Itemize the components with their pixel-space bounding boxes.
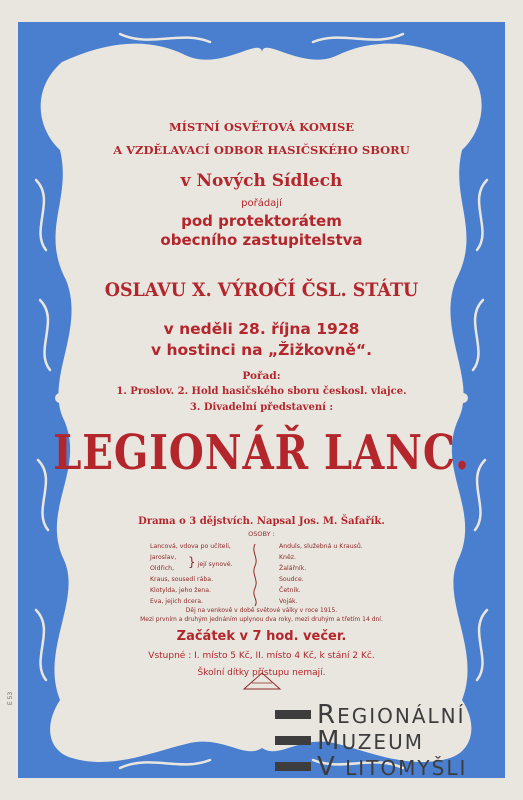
cast-left-name: Jaroslav, (150, 554, 177, 561)
children-note: Školní dítky přístupu nemají. (197, 668, 326, 678)
patronage-line-2: obecního zastupitelstva (160, 231, 363, 249)
cast-left-name: Klotylda, jeho žena. (150, 587, 211, 594)
cast-left-column (150, 541, 231, 607)
place-line: v Nových Sídlech (180, 171, 343, 191)
drama-line: Drama o 3 dějstvích. Napsal Jos. M. Šafařík. (138, 516, 385, 527)
cast-right-name: Voják. (279, 598, 298, 605)
program-heading: Pořad: (242, 370, 281, 382)
watermark-line-3: V LITOMYŠLI (317, 752, 468, 782)
program-line-2: 3. Divadelní představení : (189, 402, 334, 413)
play-title: LEGIONÁŘ LANC. (53, 425, 470, 481)
archive-side-mark: E 53 (7, 691, 15, 706)
cast-right-name: Soudce. (279, 576, 304, 583)
watermark-line-1: REGIONÁLNÍ (317, 700, 466, 730)
cast-divider-ornament (249, 542, 261, 608)
watermark-bar (275, 762, 311, 771)
date-line: v neděli 28. října 1928 (163, 320, 360, 338)
cast-right-name: Anduls, služebná u Krausů. (279, 543, 363, 550)
cast-left-name: Kraus, sousedí rába. (150, 576, 214, 583)
watermark-line-2: MUZEUM (317, 726, 424, 756)
watermark-bar (275, 736, 311, 745)
organize-line: pořádají (241, 198, 282, 209)
header-line-2: A VZDĚLAVACÍ ODBOR HASIČSKÉHO SBORU (113, 143, 410, 157)
watermark-bar (275, 710, 311, 719)
cast-right-name: Žalářník. (279, 565, 307, 572)
cast-left-name: Eva, jejich dcera. (150, 598, 203, 605)
cast-right-name: Kněz. (279, 554, 297, 561)
museum-watermark (303, 700, 503, 780)
cast-heading: OSOBY : (248, 530, 275, 538)
celebration-title: OSLAVU X. VÝROČÍ ČSL. STÁTU (104, 279, 419, 301)
cast-left-name: Oldřich, (150, 565, 175, 572)
start-time-line: Začátek v 7 hod. večer. (176, 629, 347, 644)
venue-line: v hostinci na „Žižkovně“. (151, 341, 372, 359)
cast-sons-label: její synové. (197, 561, 233, 568)
cast-left-name: Lancová, vdova po učiteli, (150, 543, 231, 550)
blue-frame-border (18, 22, 505, 778)
header-line-1: MÍSTNÍ OSVĚTOVÁ KOMISE (168, 120, 355, 134)
brace-glyph: } (188, 555, 196, 569)
patronage-line-1: pod protektorátem (181, 212, 342, 230)
cast-sons-brace (188, 557, 233, 570)
program-line-1: 1. Proslov. 2. Hold hasičského sboru českosl. vlajce. (116, 386, 407, 397)
cast-right-column (279, 541, 363, 607)
setting-line-1: Děj na venkově v době světové války v roce 1915. (185, 607, 338, 614)
cast-right-name: Četník. (279, 587, 301, 594)
setting-line-2: Mezi prvním a druhým jednáním uplynou dva roky, mezi druhým a třetím 14 dní. (140, 616, 383, 623)
printer-stamp-icon (241, 671, 283, 691)
entry-fee-line: Vstupné : I. místo 5 Kč, II. místo 4 Kč, k stání 2 Kč. (148, 651, 375, 661)
